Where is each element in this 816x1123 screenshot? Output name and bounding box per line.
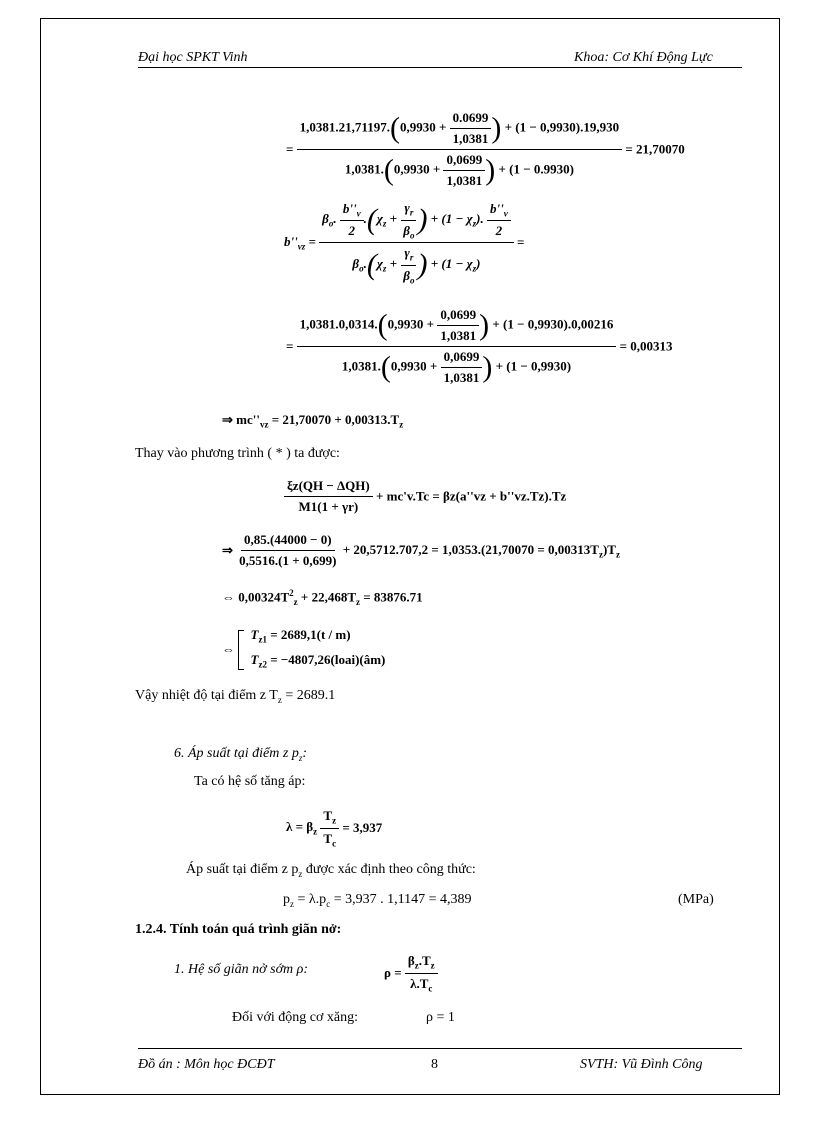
equation-4: ⇒ $mc''_{vz} = 21,70070 + 0,00313.T_z$ bbox=[222, 412, 404, 430]
equation-7: ⇔ $0,00324T^2_z + 22,468T_z = 83876.71$ bbox=[222, 588, 423, 607]
page-number: 8 bbox=[431, 1057, 438, 1072]
equation-11: ρ = $\frac{\beta_z.T_z}{\lambda.T_c}$ bbox=[384, 953, 438, 993]
unit-mpa: (MPa) bbox=[678, 892, 714, 907]
rho-value: ρ = 1 bbox=[426, 1010, 455, 1025]
paragraph-pressure-formula: Áp suất tại điểm z $p_z$ được xác định theo công thức: bbox=[186, 862, 476, 879]
header-rule bbox=[138, 67, 742, 68]
paragraph-petrol-engine: Đối với động cơ xăng: bbox=[232, 1010, 359, 1025]
equation-5: $\frac{\text{ξz(QH − ΔQH)}}{M1(1 + \gamma r)}$ + mc'v.Tc = βz(a''vz + b''vz.Tz).Tz bbox=[284, 478, 566, 515]
equation-9: $\lambda = \beta_z$ $\frac{T_z}{T_c}$ = 3,937 bbox=[286, 808, 383, 849]
section-6-heading: 6. Áp suất tại điểm z $p_z$: bbox=[174, 746, 308, 763]
paragraph-substitute: Thay vào phương trình ( * ) ta được: bbox=[135, 446, 340, 461]
equation-10: $p_z = \lambda.p_c = 3,937$ . 1,1147 = 4,389 bbox=[283, 892, 472, 909]
equation-2: $b''_{vz}$ = $\beta_o$. $\frac{b''_v}{2}$ $.(\chi_z$ + $\frac{\gamma_r}{\beta_o}$ ) + $(1 - \chi_z)$. $\frac{b''_v}{2}$ $\beta_o.(\chi_z$ + $\frac{\gamma_r}{\beta_o}$ ) + $(1 - \chi_z)$ = bbox=[284, 200, 525, 286]
header-department: Khoa: Cơ Khí Động Lực bbox=[574, 50, 713, 65]
footer-student: SVTH: Vũ Đình Công bbox=[580, 1057, 703, 1072]
item-1-heading: 1. Hệ số giãn nở sớm ρ: bbox=[174, 962, 309, 977]
heading-1-2-4: 1.2.4. Tính toán quá trình giãn nở: bbox=[135, 922, 342, 937]
equation-8-system: ⇔ $T_{z1} = 2689,1(t / m)$ $T_{z2}$ = −4807,26(loai)(âm) bbox=[222, 627, 386, 670]
equation-3: = 1,0381.0,0314.(0,9930 + $\frac{0,0699}{1,0381}$ ) + (1 − 0,9930).0,00216 1,0381.(0,9930 + $\frac{0,0699}{1,0381}$ ) + (1 − 0,9930) = 0,00313 bbox=[286, 307, 673, 385]
footer-rule bbox=[138, 1048, 742, 1049]
equation-6: ⇒ $\frac{0,85.(44000 - 0)}{0,5516.(1 + 0,699)}$ + $20,5712.707,2 = 1,0353.(21,70070 = 0,00313T_z)T_z$ bbox=[222, 532, 620, 568]
paragraph-pressure-ratio: Ta có hệ số tăng áp: bbox=[194, 774, 306, 789]
header-school: Đại học SPKT Vinh bbox=[138, 50, 248, 65]
paragraph-temperature: Vậy nhiệt độ tại điểm z $T_z = 2689.1$ bbox=[135, 688, 336, 705]
equation-1: = 1,0381.21,71197.(0,9930 + $\frac{0.0699}{1,0381}$ ) + (1 − 0,9930).19,930 1,0381.(0,9930 + $\frac{0,0699}{1,0381}$ ) + (1 − 0.9930) = 21,70070 bbox=[286, 110, 685, 188]
footer-course: Đồ án : Môn học ĐCĐT bbox=[138, 1057, 275, 1072]
